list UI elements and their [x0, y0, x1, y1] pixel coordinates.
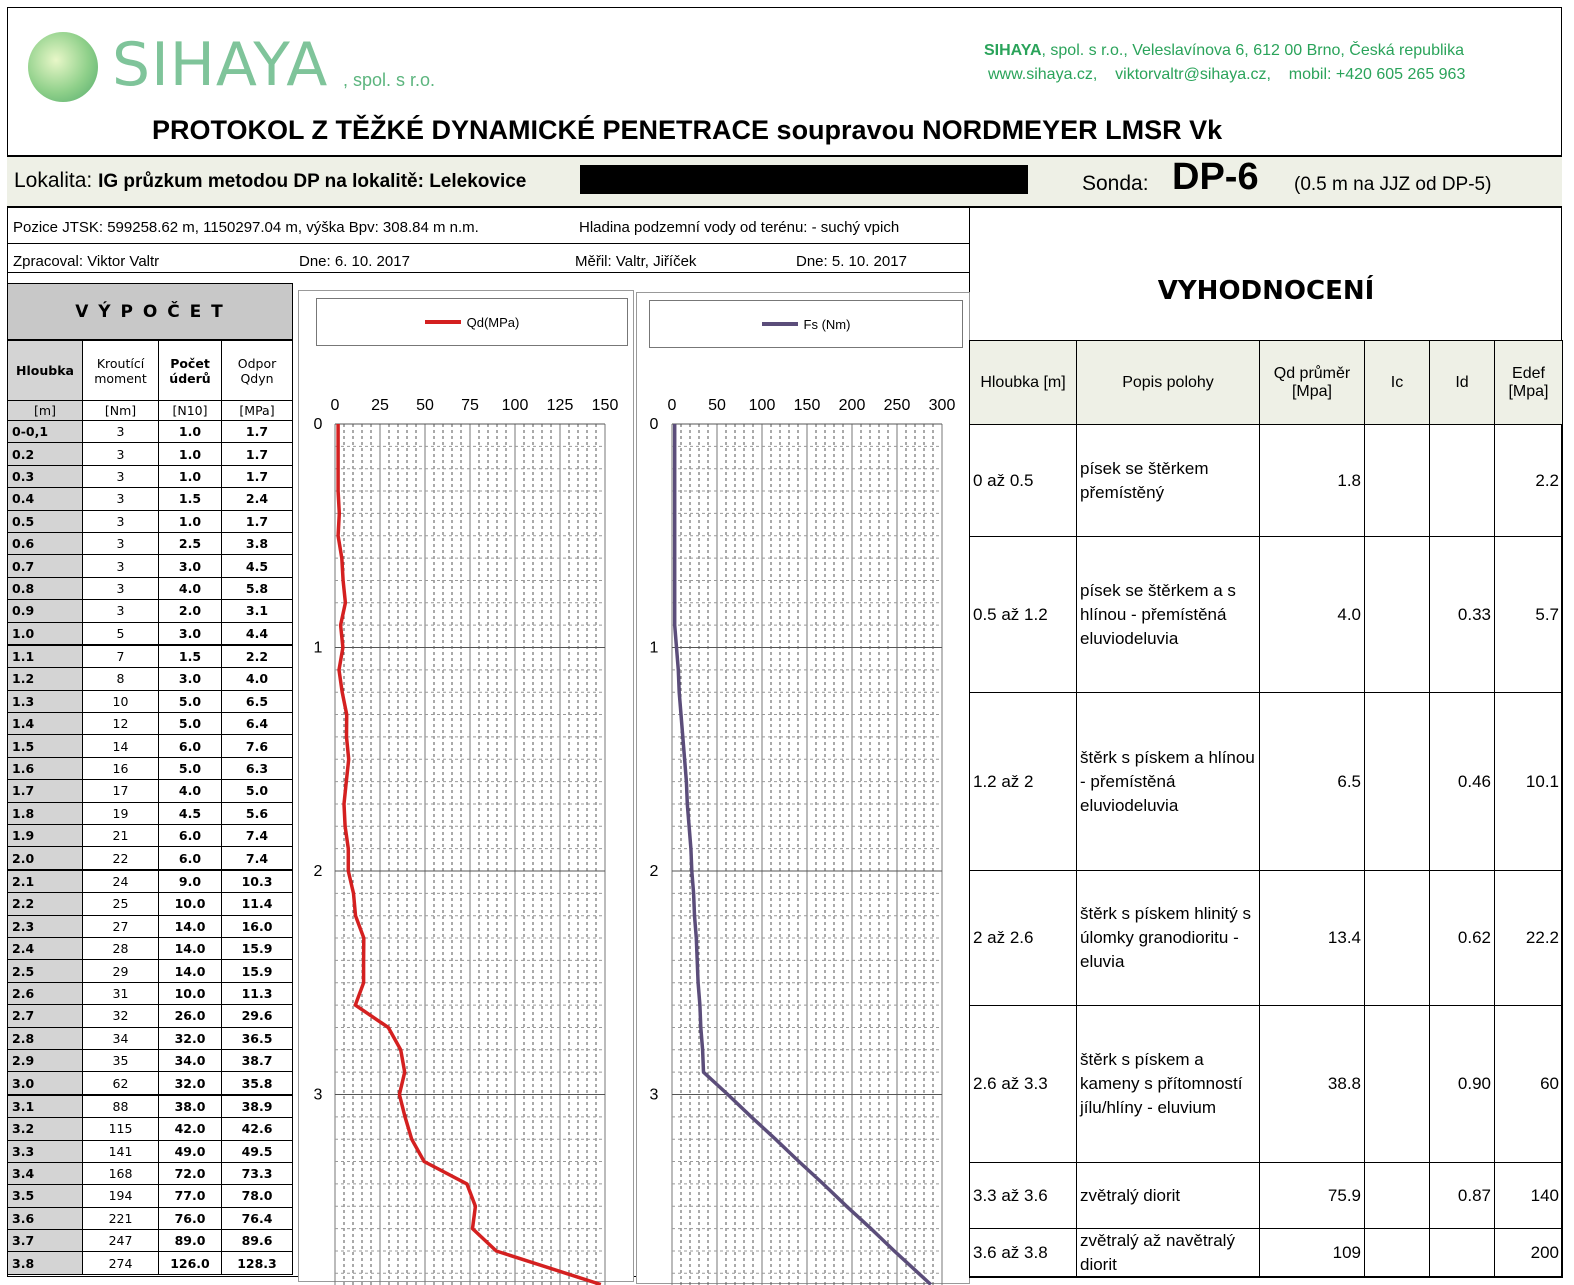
vyh-qd-cell: 38.8 — [1260, 1006, 1365, 1163]
odpor-cell: 7.4 — [222, 825, 293, 847]
udery-cell: 5.0 — [159, 690, 222, 712]
udery-cell: 32.0 — [159, 1072, 222, 1095]
vyh-popis-cell: písek se štěrkem a s hlínou - přemístěná eluviodeluvia — [1077, 537, 1260, 693]
hloubka-cell: 1.1 — [8, 645, 83, 668]
udery-cell: 10.0 — [159, 982, 222, 1004]
vyh-ic-cell — [1365, 1229, 1430, 1278]
vyh-popis-cell: zvětralý diorit — [1077, 1163, 1260, 1229]
moment-cell: 62 — [83, 1072, 159, 1095]
hloubka-cell: 2.0 — [8, 847, 83, 870]
udery-cell: 34.0 — [159, 1049, 222, 1071]
vyh-edef-cell: 200 — [1495, 1229, 1563, 1278]
vyhodnoceni-row — [970, 537, 1563, 693]
moment-cell: 16 — [83, 757, 159, 779]
y-tick-label: 3 — [313, 1086, 323, 1104]
vyh-edef-cell: 2.2 — [1495, 425, 1563, 537]
udery-cell: 10.0 — [159, 893, 222, 915]
unit-mpa: [MPa] — [222, 401, 293, 421]
odpor-cell: 4.4 — [222, 622, 293, 645]
hloubka-cell: 2.1 — [8, 870, 83, 893]
odpor-cell: 38.7 — [222, 1049, 293, 1071]
udery-cell: 72.0 — [159, 1162, 222, 1184]
moment-cell: 31 — [83, 982, 159, 1004]
lokalita-value: IG průzkum metodou DP na lokalitě: Lelekovice — [98, 171, 527, 192]
moment-cell: 7 — [83, 645, 159, 668]
hloubka-cell: 3.1 — [8, 1095, 83, 1118]
odpor-cell: 7.6 — [222, 735, 293, 757]
x-tick-label: 0 — [667, 397, 677, 414]
odpor-cell: 4.0 — [222, 668, 293, 690]
x-tick-label: 0 — [330, 397, 340, 414]
x-tick-label: 50 — [416, 397, 434, 414]
vyh-ic-cell — [1365, 871, 1430, 1006]
vyh-hloubka-cell: 0 až 0.5 — [970, 425, 1077, 537]
hloubka-cell: 3.6 — [8, 1207, 83, 1229]
vyh-hloubka-cell: 2.6 až 3.3 — [970, 1006, 1077, 1163]
udery-cell: 5.0 — [159, 713, 222, 735]
udery-cell: 6.0 — [159, 735, 222, 757]
hloubka-cell: 2.9 — [8, 1049, 83, 1071]
udery-cell: 3.0 — [159, 555, 222, 577]
page-title: PROTOKOL Z TĚŽKÉ DYNAMICKÉ PENETRACE soupravou NORDMEYER LMSR Vk — [152, 115, 1223, 145]
moment-cell: 274 — [83, 1252, 159, 1274]
udery-cell: 76.0 — [159, 1207, 222, 1229]
udery-cell: 4.5 — [159, 802, 222, 824]
udery-cell: 89.0 — [159, 1230, 222, 1252]
hloubka-cell: 1.6 — [8, 757, 83, 779]
moment-cell: 35 — [83, 1049, 159, 1071]
logo-sub: , spol. s r.o. — [343, 70, 436, 90]
moment-cell: 8 — [83, 668, 159, 690]
vyh-qd-cell: 6.5 — [1260, 693, 1365, 871]
moment-cell: 27 — [83, 915, 159, 937]
vyh-id-cell: 0.62 — [1430, 871, 1495, 1006]
moment-cell: 3 — [83, 532, 159, 554]
unit-nm: [Nm] — [83, 401, 159, 421]
moment-cell: 3 — [83, 443, 159, 465]
hloubka-cell: 3.2 — [8, 1118, 83, 1140]
udery-cell: 1.5 — [159, 645, 222, 668]
hladina-text: Hladina podzemní vody od terénu: - suchý vpich — [579, 219, 900, 236]
udery-cell: 4.0 — [159, 577, 222, 599]
x-tick-label: 150 — [793, 397, 821, 414]
moment-cell: 3 — [83, 600, 159, 622]
x-tick-label: 25 — [371, 397, 389, 414]
odpor-cell: 1.7 — [222, 443, 293, 465]
odpor-cell: 49.5 — [222, 1140, 293, 1162]
y-tick-label: 0 — [649, 416, 659, 433]
company-contact: www.sihaya.cz, viktorvaltr@sihaya.cz, mobil: +420 605 265 963 — [988, 66, 1466, 83]
udery-cell: 26.0 — [159, 1005, 222, 1027]
moment-cell: 24 — [83, 870, 159, 893]
vyh-col-hloubka: Hloubka [m] — [970, 341, 1077, 425]
qd-series-line — [338, 424, 601, 1285]
y-tick-label: 1 — [313, 639, 323, 657]
vyh-popis-cell: písek se štěrkem přemístěný — [1077, 425, 1260, 537]
hloubka-cell: 2.5 — [8, 960, 83, 982]
odpor-cell: 38.9 — [222, 1095, 293, 1118]
udery-cell: 4.0 — [159, 780, 222, 802]
x-tick-label: 100 — [748, 397, 776, 414]
odpor-cell: 5.0 — [222, 780, 293, 802]
vyh-col-ic: Ic — [1365, 341, 1430, 425]
udery-cell: 2.0 — [159, 600, 222, 622]
odpor-cell: 6.4 — [222, 713, 293, 735]
udery-cell: 1.0 — [159, 421, 222, 443]
moment-cell: 29 — [83, 960, 159, 982]
meril-text: Měřil: Valtr, Jiříček — [575, 253, 697, 270]
x-tick-label: 150 — [591, 397, 619, 414]
zpracoval-text: Zpracoval: Viktor Valtr — [13, 253, 160, 270]
vyh-edef-cell: 140 — [1495, 1163, 1563, 1229]
moment-cell: 221 — [83, 1207, 159, 1229]
sonda-label: Sonda: — [1082, 172, 1149, 195]
udery-cell: 77.0 — [159, 1185, 222, 1207]
vyh-ic-cell — [1365, 1163, 1430, 1229]
moment-cell: 3 — [83, 421, 159, 443]
vyh-qd-cell: 109 — [1260, 1229, 1365, 1278]
col-pocet-uderu: Počet úderů — [159, 341, 222, 401]
udery-cell: 6.0 — [159, 847, 222, 870]
vyh-ic-cell — [1365, 693, 1430, 871]
hloubka-cell: 3.7 — [8, 1230, 83, 1252]
company-address-text: , spol. s r.o., Veleslavínova 6, 612 00 Brno, Česká republika — [1041, 42, 1464, 59]
vyh-id-cell: 0.90 — [1430, 1006, 1495, 1163]
udery-cell: 1.0 — [159, 465, 222, 487]
moment-cell: 17 — [83, 780, 159, 802]
vyhodnoceni-row — [970, 425, 1563, 537]
vyhodnoceni-row — [970, 1229, 1563, 1278]
odpor-cell: 11.4 — [222, 893, 293, 915]
vyh-col-popis: Popis polohy — [1077, 341, 1260, 425]
vyhodnoceni-row — [970, 871, 1563, 1006]
moment-cell: 194 — [83, 1185, 159, 1207]
vyh-popis-cell: štěrk s pískem a hlínou - přemístěná eluviodeluvia — [1077, 693, 1260, 871]
vyh-ic-cell — [1365, 1006, 1430, 1163]
udery-cell: 14.0 — [159, 915, 222, 937]
odpor-cell: 11.3 — [222, 982, 293, 1004]
qd-legend-label: Qd(MPa) — [466, 314, 520, 330]
y-tick-label: 0 — [313, 416, 323, 433]
odpor-cell: 1.7 — [222, 510, 293, 532]
udery-cell: 49.0 — [159, 1140, 222, 1162]
hloubka-cell: 3.4 — [8, 1162, 83, 1184]
odpor-cell: 3.1 — [222, 600, 293, 622]
hloubka-cell: 2.3 — [8, 915, 83, 937]
vypocet-title: V Ý P O Č E T — [75, 301, 225, 322]
vyh-col-edef: Edef [Mpa] — [1495, 341, 1563, 425]
vyh-edef-cell: 5.7 — [1495, 537, 1563, 693]
moment-cell: 12 — [83, 713, 159, 735]
moment-cell: 3 — [83, 488, 159, 510]
moment-cell: 3 — [83, 465, 159, 487]
x-tick-label: 100 — [501, 397, 529, 414]
x-tick-label: 50 — [708, 397, 726, 414]
odpor-cell: 5.8 — [222, 577, 293, 599]
vyh-popis-cell: zvětralý až navětralý diorit — [1077, 1229, 1260, 1278]
udery-cell: 14.0 — [159, 937, 222, 959]
x-tick-label: 250 — [883, 397, 911, 414]
moment-cell: 21 — [83, 825, 159, 847]
dne-mereni: Dne: 5. 10. 2017 — [796, 253, 907, 270]
dne-zpracovani: Dne: 6. 10. 2017 — [299, 253, 410, 270]
col-hloubka: Hloubka — [8, 341, 83, 401]
odpor-cell: 6.3 — [222, 757, 293, 779]
vyh-qd-cell: 1.8 — [1260, 425, 1365, 537]
udery-cell: 5.0 — [159, 757, 222, 779]
unit-m: [m] — [8, 401, 83, 421]
x-tick-label: 300 — [928, 397, 956, 414]
lokalita-label: Lokalita: — [14, 169, 93, 192]
x-tick-label: 125 — [546, 397, 574, 414]
hloubka-cell: 1.5 — [8, 735, 83, 757]
col-odpor: Odpor Qdyn — [222, 341, 293, 401]
hloubka-cell: 2.4 — [8, 937, 83, 959]
odpor-cell: 5.6 — [222, 802, 293, 824]
vyh-col-id: Id — [1430, 341, 1495, 425]
vyhodnoceni-row — [970, 1006, 1563, 1163]
hloubka-cell: 1.7 — [8, 780, 83, 802]
hloubka-cell: 1.3 — [8, 690, 83, 712]
odpor-cell: 76.4 — [222, 1207, 293, 1229]
odpor-cell: 1.7 — [222, 421, 293, 443]
y-tick-label: 2 — [313, 863, 323, 880]
vyh-qd-cell: 4.0 — [1260, 537, 1365, 693]
vyh-id-cell: 0.46 — [1430, 693, 1495, 871]
udery-cell: 3.0 — [159, 668, 222, 690]
moment-cell: 19 — [83, 802, 159, 824]
moment-cell: 32 — [83, 1005, 159, 1027]
odpor-cell: 15.9 — [222, 960, 293, 982]
odpor-cell: 89.6 — [222, 1230, 293, 1252]
vyh-id-cell: 0.87 — [1430, 1163, 1495, 1229]
moment-cell: 3 — [83, 510, 159, 532]
hloubka-cell: 2.8 — [8, 1027, 83, 1049]
vyhodnoceni-title: VYHODNOCENÍ — [1157, 276, 1375, 306]
unit-n10: [N10] — [159, 401, 222, 421]
logo-main: SIHAYA — [112, 30, 329, 100]
hloubka-cell: 3.8 — [8, 1252, 83, 1274]
moment-cell: 22 — [83, 847, 159, 870]
hloubka-cell: 0.3 — [8, 465, 83, 487]
fs-series-line — [675, 424, 931, 1285]
vyhodnoceni-table — [969, 340, 1563, 1278]
vyh-ic-cell — [1365, 425, 1430, 537]
moment-cell: 3 — [83, 555, 159, 577]
vyh-hloubka-cell: 3.6 až 3.8 — [970, 1229, 1077, 1278]
udery-cell: 6.0 — [159, 825, 222, 847]
moment-cell: 14 — [83, 735, 159, 757]
hloubka-cell: 3.5 — [8, 1185, 83, 1207]
sonda-value: DP-6 — [1172, 156, 1259, 198]
moment-cell: 247 — [83, 1230, 159, 1252]
vyh-edef-cell: 22.2 — [1495, 871, 1563, 1006]
moment-cell: 25 — [83, 893, 159, 915]
moment-cell: 168 — [83, 1162, 159, 1184]
odpor-cell: 42.6 — [222, 1118, 293, 1140]
moment-cell: 141 — [83, 1140, 159, 1162]
hloubka-cell: 2.6 — [8, 982, 83, 1004]
odpor-cell: 2.2 — [222, 645, 293, 668]
odpor-cell: 16.0 — [222, 915, 293, 937]
odpor-cell: 35.8 — [222, 1072, 293, 1095]
col-krouticí-moment: Kroutící moment — [83, 341, 159, 401]
moment-cell: 88 — [83, 1095, 159, 1118]
udery-cell: 32.0 — [159, 1027, 222, 1049]
hloubka-cell: 3.3 — [8, 1140, 83, 1162]
moment-cell: 115 — [83, 1118, 159, 1140]
x-tick-label: 75 — [461, 397, 479, 414]
odpor-cell: 15.9 — [222, 937, 293, 959]
moment-cell: 28 — [83, 937, 159, 959]
udery-cell: 3.0 — [159, 622, 222, 645]
udery-cell: 14.0 — [159, 960, 222, 982]
odpor-cell: 73.3 — [222, 1162, 293, 1184]
odpor-cell: 29.6 — [222, 1005, 293, 1027]
vyhodnoceni-body — [970, 425, 1563, 1278]
odpor-cell: 1.7 — [222, 465, 293, 487]
odpor-cell: 2.4 — [222, 488, 293, 510]
vyh-edef-cell: 10.1 — [1495, 693, 1563, 871]
vyh-col-qd: Qd průměr [Mpa] — [1260, 341, 1365, 425]
vyh-id-cell: 0.33 — [1430, 537, 1495, 693]
company-name: SIHAYA — [984, 42, 1042, 59]
odpor-cell: 4.5 — [222, 555, 293, 577]
udery-cell: 126.0 — [159, 1252, 222, 1274]
hloubka-cell: 0.8 — [8, 577, 83, 599]
vyh-hloubka-cell: 2 až 2.6 — [970, 871, 1077, 1006]
fs-legend-label: Fs (Nm) — [803, 316, 851, 332]
moment-cell: 10 — [83, 690, 159, 712]
hloubka-cell: 0.5 — [8, 510, 83, 532]
udery-cell: 2.5 — [159, 532, 222, 554]
y-tick-label: 3 — [649, 1086, 659, 1104]
udery-cell: 38.0 — [159, 1095, 222, 1118]
hloubka-cell: 1.8 — [8, 802, 83, 824]
vyh-hloubka-cell: 3.3 až 3.6 — [970, 1163, 1077, 1229]
hloubka-cell: 0.6 — [8, 532, 83, 554]
udery-cell: 1.0 — [159, 443, 222, 465]
hloubka-cell: 3.0 — [8, 1072, 83, 1095]
hloubka-cell: 1.2 — [8, 668, 83, 690]
vyh-id-cell — [1430, 1229, 1495, 1278]
hloubka-cell: 1.4 — [8, 713, 83, 735]
odpor-cell: 78.0 — [222, 1185, 293, 1207]
hloubka-cell: 1.9 — [8, 825, 83, 847]
vyh-edef-cell: 60 — [1495, 1006, 1563, 1163]
udery-cell: 9.0 — [159, 870, 222, 893]
odpor-cell: 3.8 — [222, 532, 293, 554]
odpor-cell: 128.3 — [222, 1252, 293, 1274]
odpor-cell: 7.4 — [222, 847, 293, 870]
y-tick-label: 2 — [649, 863, 659, 880]
udery-cell: 1.0 — [159, 510, 222, 532]
hloubka-cell: 0-0,1 — [8, 421, 83, 443]
udery-cell: 1.5 — [159, 488, 222, 510]
vyhodnoceni-row — [970, 1163, 1563, 1229]
hloubka-cell: 0.7 — [8, 555, 83, 577]
udery-cell: 42.0 — [159, 1118, 222, 1140]
sonda-note: (0.5 m na JJZ od DP-5) — [1294, 174, 1492, 195]
vyh-hloubka-cell: 0.5 až 1.2 — [970, 537, 1077, 693]
hloubka-cell: 1.0 — [8, 622, 83, 645]
vyh-qd-cell: 75.9 — [1260, 1163, 1365, 1229]
vyh-popis-cell: štěrk s pískem a kameny s přítomností jílu/hlíny - eluvium — [1077, 1006, 1260, 1163]
x-tick-label: 200 — [838, 397, 866, 414]
hloubka-cell: 2.2 — [8, 893, 83, 915]
hloubka-cell: 0.4 — [8, 488, 83, 510]
odpor-cell: 6.5 — [222, 690, 293, 712]
moment-cell: 34 — [83, 1027, 159, 1049]
pozice-text: Pozice JTSK: 599258.62 m, 1150297.04 m, výška Bpv: 308.84 m n.m. — [13, 219, 479, 236]
vyh-hloubka-cell: 1.2 až 2 — [970, 693, 1077, 871]
odpor-cell: 36.5 — [222, 1027, 293, 1049]
vyh-id-cell — [1430, 425, 1495, 537]
vyh-ic-cell — [1365, 537, 1430, 693]
vyh-qd-cell: 13.4 — [1260, 871, 1365, 1006]
hloubka-cell: 0.2 — [8, 443, 83, 465]
hloubka-cell: 0.9 — [8, 600, 83, 622]
moment-cell: 3 — [83, 577, 159, 599]
vyh-popis-cell: štěrk s pískem hlinitý s úlomky granodioritu - eluvia — [1077, 871, 1260, 1006]
odpor-cell: 10.3 — [222, 870, 293, 893]
vyhodnoceni-row — [970, 693, 1563, 871]
moment-cell: 5 — [83, 622, 159, 645]
y-tick-label: 1 — [649, 639, 659, 657]
hloubka-cell: 2.7 — [8, 1005, 83, 1027]
